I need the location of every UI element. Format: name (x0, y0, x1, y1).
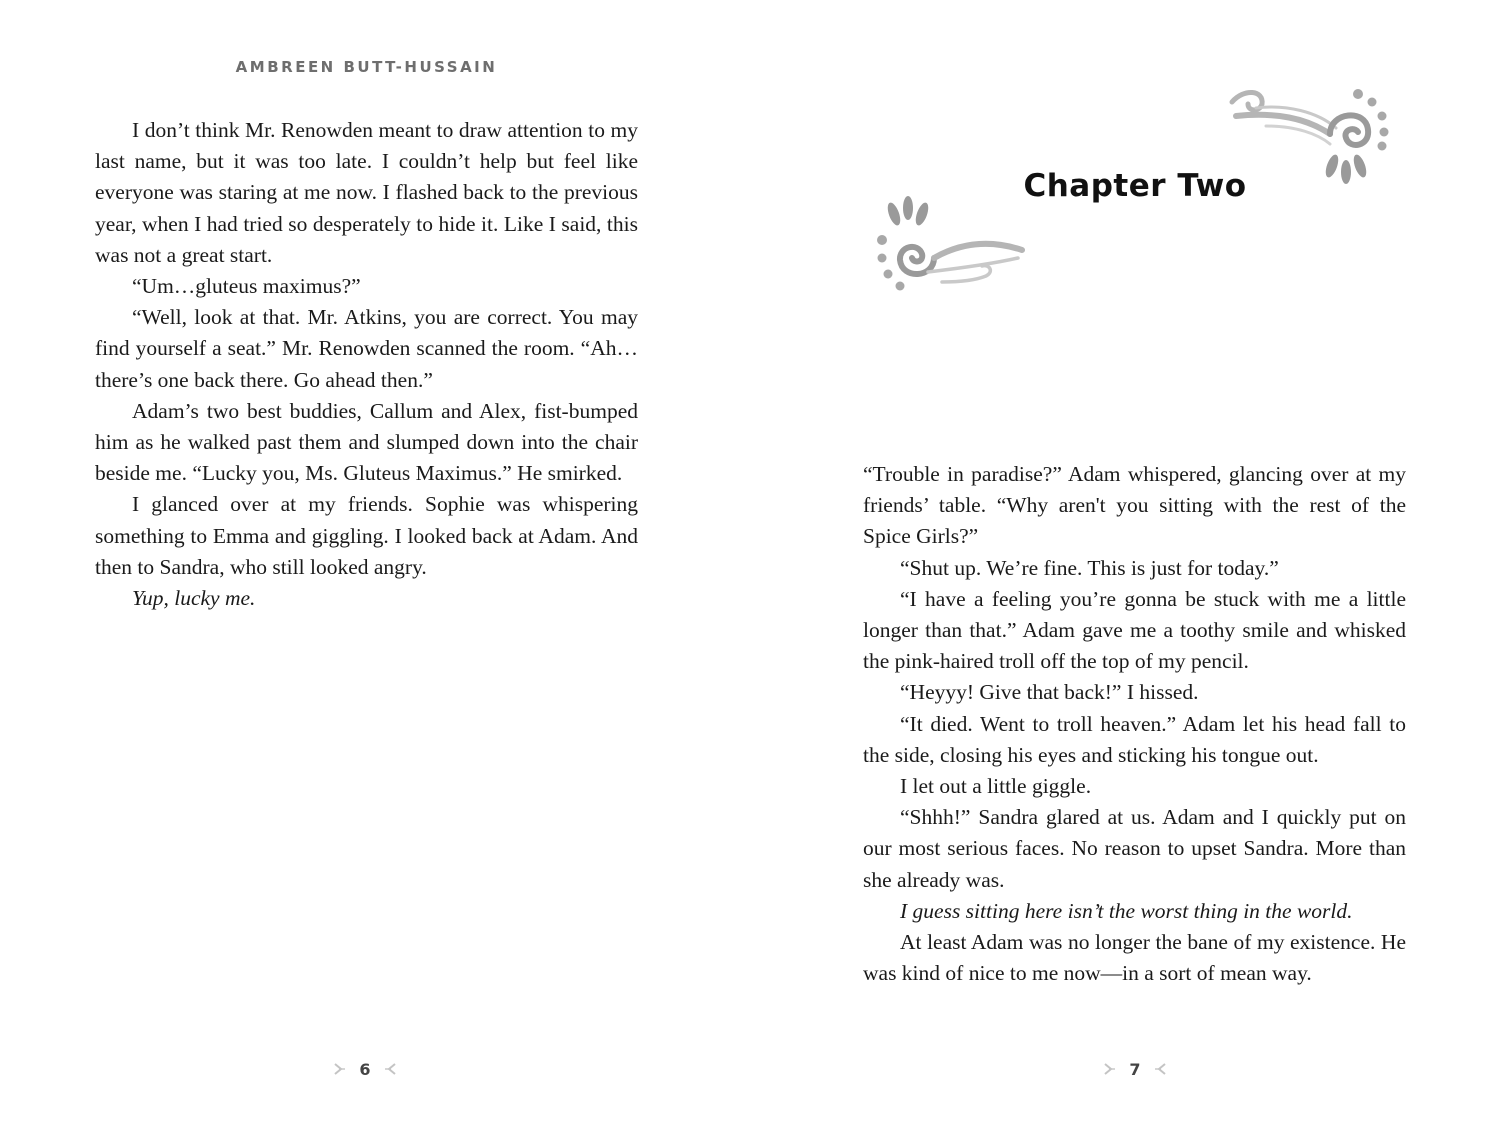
paragraph: “Heyyy! Give that back!” I hissed. (900, 680, 1199, 705)
chevron-arrow-icon (383, 1062, 397, 1076)
page-number-right (1075, 1056, 1195, 1082)
chevron-arrow-icon (1153, 1062, 1167, 1076)
page-number: 6 (359, 1059, 371, 1079)
chevron-arrow-icon (1103, 1062, 1117, 1076)
paragraph: Adam’s two best buddies, Callum and Alex, fist-bumped him as he walked past them and slumped down into the chair beside me. “Lucky you, Ms. Gluteus Maximus.” He smirked. (95, 398, 638, 486)
paragraph: I let out a little giggle. (900, 774, 1092, 799)
paragraph-italic: Yup, lucky me. (132, 586, 256, 611)
chapter-title: Chapter Two (1023, 168, 1247, 204)
paragraph: “Shut up. We’re fine. This is just for today.” (900, 555, 1279, 580)
chevron-arrow-icon (333, 1062, 347, 1076)
paragraph: At least Adam was no longer the bane of my existence. He was kind of nice to me now—in a sort of mean way. (863, 930, 1406, 986)
left-page-body (95, 115, 638, 614)
right-page-body (863, 459, 1406, 989)
paragraph: “Um…gluteus maximus?” (132, 274, 361, 299)
paragraph: “Well, look at that. Mr. Atkins, you are correct. You may find yourself a seat.” Mr. Renowden scanned the room. “Ah…there’s one back there. Go ahead then.” (95, 305, 638, 392)
paragraph: “Trouble in paradise?” Adam whispered, glancing over at my friends’ table. “Why aren't you sitting with the rest of the Spice Girls?” (863, 462, 1406, 549)
paragraph-italic: I guess sitting here isn’t the worst thing in the world. (900, 898, 1353, 923)
page-number-left (305, 1056, 425, 1082)
paragraph: “I have a feeling you’re gonna be stuck with me a little longer than that.” Adam gave me a toothy smile and whisked the pink-haired troll off the top of my pencil. (863, 586, 1406, 674)
paragraph: I don’t think Mr. Renowden meant to draw attention to my last name, but it was too late. I couldn’t help but feel like everyone was staring at me now. I flashed back to the previous year, when I had tried so desperately to hide it. Like I said, this was not a great start. (95, 118, 638, 267)
swirl-ornament-icon (872, 192, 1032, 297)
paragraph: I glanced over at my friends. Sophie was whispering something to Emma and giggling. I looked back at Adam. And then to Sandra, who still looked angry. (95, 492, 638, 579)
right-page (750, 0, 1500, 1125)
paragraph: “It died. Went to troll heaven.” Adam let his head fall to the side, closing his eyes and sticking his tongue out. (863, 711, 1406, 767)
running-head: AMBREEN BUTT-HUSSAIN (235, 58, 498, 76)
paragraph: “Shhh!” Sandra glared at us. Adam and I quickly put on our most serious faces. No reason to upset Sandra. More than she already was. (863, 805, 1406, 892)
page-number: 7 (1129, 1059, 1141, 1079)
